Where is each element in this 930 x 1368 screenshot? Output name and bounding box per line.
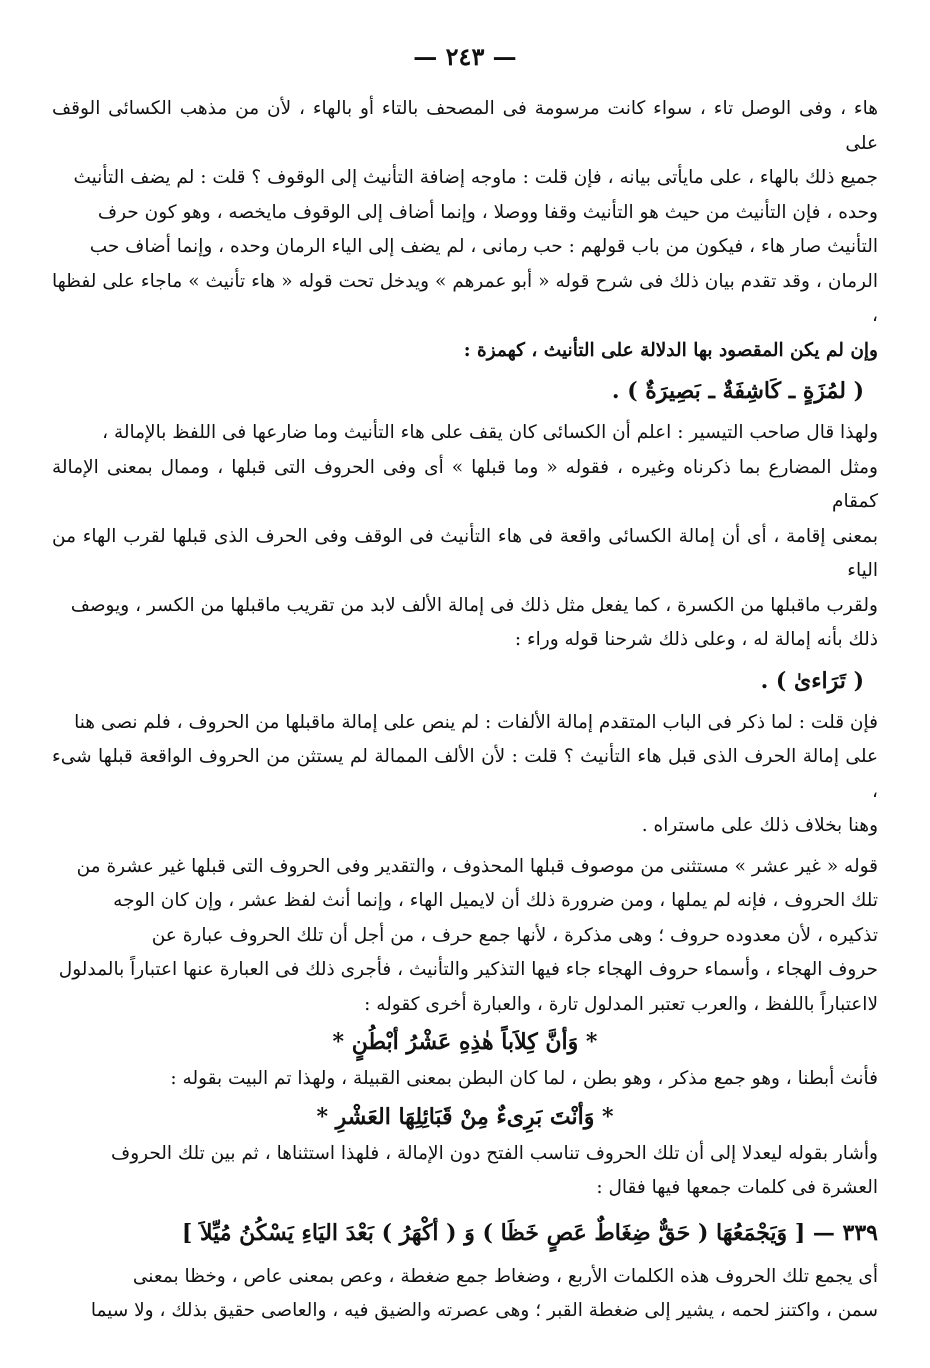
text-line: ومثل المضارع بما ذكرناه وغيره ، فقوله « وما قبلها » أى وفى الحروف التى قبلها ، وممال بمعنى الإمالة كمقام <box>52 456 878 512</box>
text-line: قوله « غير عشر » مستثنى من موصوف قبلها المحذوف ، والتقدير وفى الحروف التى قبلها غير عشرة من <box>76 855 878 877</box>
text-line: على إمالة الحرف الذى قبل هاء التأنيث ؟ قلت : لأن الألف الممالة لم يستثن من الحروف الواقعة قبلها شىء ، <box>52 746 878 802</box>
text-line: ولهذا قال صاحب التيسير : اعلم أن الكسائى كان يقف على هاء التأنيث وما ضارعها فى اللفظ بالإمالة ، <box>102 422 878 443</box>
text-line: التأنيث صار هاء ، فيكون من باب قولهم : حب رمانى ، لم يضف إلى الياء الرمان وحده ، وإنما أضاف حب <box>89 236 878 257</box>
paragraph-5 <box>52 1062 878 1097</box>
paragraph-3 <box>52 706 878 844</box>
quran-quote: ( تَرَاءىٰ ) . <box>760 667 864 694</box>
paragraph-1 <box>52 92 878 368</box>
shatibiyya-verse: ٣٣٩ — [ وَيَجْمَعُهَا ( حَقٌّ ضِغَاطٌ عَصٍ خَظَا ) وَ ( أكْهَرُ ) بَعْدَ اليَاءِ يَسْكُنُ مُيِّلاَ ] <box>181 1219 878 1246</box>
text-line: ذلك بأنه إمالة له ، وعلى ذلك شرحنا قوله وراء : <box>514 629 878 650</box>
poetry-verse: * وَأنْتَ بَرِىءٌ مِنْ قَبَائِلِهَا العَشْرِ * <box>316 1103 614 1130</box>
paragraph-2 <box>52 416 878 658</box>
paragraph-7 <box>52 1260 878 1329</box>
quran-quote: ( لمُزَةٍ ـ كَاشِفَةٌ ـ بَصِيرَةٌ ) . <box>611 378 864 404</box>
page-number: — ٢٤٣ — <box>413 42 517 71</box>
text-line: العشرة فى كلمات جمعها فيها فقال : <box>596 1177 878 1198</box>
text-line: هاء ، وفى الوصل تاء ، سواء كانت مرسومة فى المصحف بالتاء أو بالهاء ، لأن من مذهب الكسائى الوقف على <box>52 98 878 154</box>
text-line: تذكيره ، لأن معدوده حروف ؛ وهى مذكرة ، لأنها جمع حرف ، من أجل أن تلك الحروف عبارة عن <box>151 924 878 946</box>
text-line: حروف الهجاء ، وأسماء حروف الهجاء جاء فيها التذكير والتأنيث ، فأجرى ذلك فى العبارة عنها اعتباراً بالمدلول <box>58 959 878 980</box>
page-body <box>52 92 878 1329</box>
text-line: بمعنى إقامة ، أى أن إمالة الكسائى واقعة فى هاء التأنيث فى الوقف وفى الحرف الذى قبلها لقرب الهاء من الياء <box>52 525 878 581</box>
text-line: ولقرب ماقبلها من الكسرة ، كما يفعل مثل ذلك فى إمالة الألف لابد من تقريب ماقبلها من الكسر ، ويوصف <box>70 594 878 616</box>
paragraph-4 <box>52 850 878 1023</box>
poetry-verse: * وَأنَّ كِلاَباً هٰذِهِ عَشْرُ أبْطُنٍ * <box>332 1029 598 1055</box>
text-line: سمن ، واكتنز لحمه ، يشير إلى ضغطة القبر ؛ وهى عصرته والضيق فيه ، والعاصى حقيق بذلك ، ولا سيما <box>90 1300 878 1321</box>
paragraph-6 <box>52 1137 878 1206</box>
bold-text-line: وإن لم يكن المقصود بها الدلالة على التأنيث ، كهمزة : <box>463 339 878 361</box>
text-line: جميع ذلك بالهاء ، على مايأتى بيانه ، فإن قلت : ماوجه إضافة التأنيث إلى الوقوف ؟ قلت : لم يضف التأنيث <box>73 167 878 188</box>
text-line: وحده ، فإن التأنيث من حيث هو التأنيث وقفا ووصلا ، وإنما أضاف إلى الوقوف مايخصه ، وهو كون حرف <box>97 201 878 223</box>
text-line: وأشار بقوله ليعدلا إلى أن تلك الحروف تناسب الفتح دون الإمالة ، فلهذا استثناها ، ثم بين تلك الحروف <box>111 1142 878 1164</box>
text-line: فإن قلت : لما ذكر فى الباب المتقدم إمالة الألفات : لم ينص على إمالة ماقبلها من الحروف ، فلم نصى هنا <box>74 711 878 733</box>
text-line: وهنا بخلاف ذلك على ماستراه . <box>641 815 878 836</box>
text-line: لااعتباراً باللفظ ، والعرب تعتبر المدلول تارة ، والعبارة أخرى كقوله : <box>364 993 878 1015</box>
text-line: تلك الحروف ، فإنه لم يملها ، ومن ضرورة ذلك أن لايميل الهاء ، وإنما أنث لفظ عشر ، وإن كان الوجه <box>113 890 878 911</box>
text-line: الرمان ، وقد تقدم بيان ذلك فى شرح قوله « أبو عمرهم » ويدخل تحت قوله « هاء تأنيث » ماجاء على لفظها ، <box>52 270 878 326</box>
text-line: فأنث أبطنا ، وهو جمع مذكر ، وهو بطن ، لما كان البطن بمعنى القبيلة ، ولهذا تم البيت بقوله : <box>170 1068 878 1089</box>
text-line: أى يجمع تلك الحروف هذه الكلمات الأربع ، وضغاط جمع ضغطة ، وعص بمعنى عاص ، وخظا بمعنى <box>132 1265 878 1287</box>
